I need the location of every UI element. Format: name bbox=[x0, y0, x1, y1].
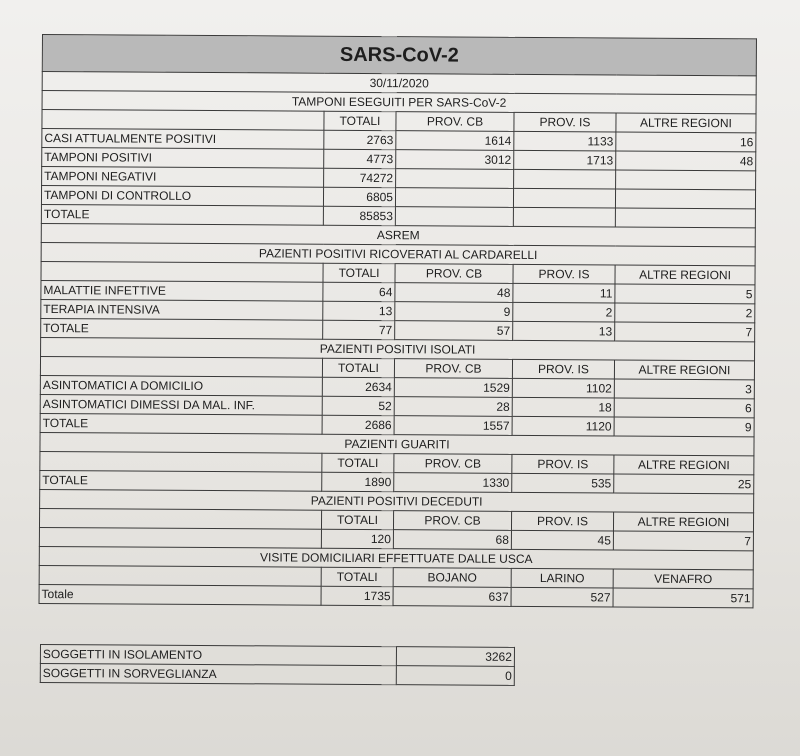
value-cell: 120 bbox=[321, 529, 393, 548]
value-cell bbox=[395, 188, 513, 208]
tamponi-header: TAMPONI ESEGUITI PER SARS-CoV-2 bbox=[42, 91, 756, 114]
value-cell: 2686 bbox=[322, 415, 394, 434]
value-cell: 13 bbox=[323, 301, 395, 320]
value-cell: 74272 bbox=[324, 168, 396, 187]
column-header: PROV. IS bbox=[511, 511, 613, 531]
value-cell: 3 bbox=[614, 379, 754, 399]
value-cell: 535 bbox=[512, 473, 614, 493]
summary-table bbox=[40, 644, 514, 686]
value-cell: 52 bbox=[322, 396, 394, 415]
empty-cell bbox=[39, 508, 321, 529]
value-cell: 7 bbox=[613, 531, 753, 551]
empty-cell bbox=[42, 110, 324, 131]
value-cell: 25 bbox=[614, 474, 754, 494]
isolati-header: PAZIENTI POSITIVI ISOLATI bbox=[41, 337, 755, 360]
value-cell: 16 bbox=[616, 132, 756, 152]
value-cell: 28 bbox=[394, 397, 512, 417]
row-label: MALATTIE INFETTIVE bbox=[41, 280, 323, 301]
column-header: ALTRE REGIONI bbox=[616, 113, 756, 133]
row-label: ASINTOMATICI DIMESSI DA MAL. INF. bbox=[40, 394, 322, 415]
value-cell: 637 bbox=[393, 587, 511, 607]
row-label: TOTALE bbox=[41, 318, 323, 339]
column-header: TOTALI bbox=[321, 567, 393, 586]
value-cell: 6 bbox=[614, 398, 754, 418]
value-cell bbox=[514, 169, 616, 189]
row-label: Totale bbox=[39, 584, 321, 605]
summary-label: SOGGETTI IN SORVEGLIANZA bbox=[40, 664, 396, 685]
value-cell: 48 bbox=[395, 283, 513, 303]
value-cell: 1120 bbox=[512, 416, 614, 436]
row-label: TERAPIA INTENSIVA bbox=[41, 299, 323, 320]
value-cell: 1735 bbox=[321, 586, 393, 605]
column-header: VENAFRO bbox=[613, 569, 753, 589]
value-cell: 2763 bbox=[324, 130, 396, 149]
column-header: TOTALI bbox=[323, 263, 395, 282]
row-label: CASI ATTUALMENTE POSITIVI bbox=[42, 129, 324, 150]
report-title-row bbox=[42, 35, 756, 76]
value-cell: 4773 bbox=[324, 149, 396, 168]
column-header: PROV. IS bbox=[512, 454, 614, 474]
column-header: PROV. IS bbox=[512, 359, 614, 379]
value-cell: 6805 bbox=[323, 187, 395, 206]
value-cell: 5 bbox=[615, 284, 755, 304]
summary-value: 3262 bbox=[396, 647, 514, 667]
column-header: ALTRE REGIONI bbox=[614, 455, 754, 475]
usca-header: VISITE DOMICILIARI EFFETTUATE DALLE USCA bbox=[39, 546, 753, 569]
column-header: ALTRE REGIONI bbox=[614, 360, 754, 380]
column-header: BOJANO bbox=[393, 568, 511, 588]
value-cell: 18 bbox=[512, 397, 614, 417]
row-label: TAMPONI POSITIVI bbox=[42, 148, 324, 169]
value-cell: 2 bbox=[513, 302, 615, 322]
value-cell bbox=[615, 208, 755, 228]
value-cell: 64 bbox=[323, 282, 395, 301]
value-cell bbox=[615, 189, 755, 209]
column-header: PROV. CB bbox=[396, 112, 514, 132]
column-header: PROV. CB bbox=[395, 264, 513, 284]
value-cell: 1133 bbox=[514, 131, 616, 151]
value-cell: 9 bbox=[614, 417, 754, 437]
value-cell: 1890 bbox=[322, 472, 394, 491]
value-cell: 48 bbox=[616, 151, 756, 171]
value-cell: 85853 bbox=[323, 206, 395, 225]
column-header: PROV. CB bbox=[393, 511, 511, 531]
report-grid bbox=[39, 34, 757, 608]
ricoverati-header: PAZIENTI POSITIVI RICOVERATI AL CARDARELLI bbox=[41, 242, 755, 265]
value-cell bbox=[513, 207, 615, 227]
row-label: TOTALE bbox=[41, 204, 323, 225]
row-label: TOTALE bbox=[40, 413, 322, 434]
summary-row-sorveglianza bbox=[40, 664, 514, 686]
empty-cell bbox=[40, 451, 322, 472]
value-cell: 13 bbox=[513, 321, 615, 341]
value-cell bbox=[396, 169, 514, 189]
value-cell: 2634 bbox=[322, 377, 394, 396]
deceduti-header: PAZIENTI POSITIVI DECEDUTI bbox=[40, 489, 754, 512]
row-label: TAMPONI DI CONTROLLO bbox=[41, 186, 323, 207]
empty-cell bbox=[40, 356, 322, 377]
column-header: PROV. CB bbox=[394, 454, 512, 474]
report-date: 30/11/2020 bbox=[42, 72, 756, 95]
column-header: ALTRE REGIONI bbox=[615, 265, 755, 285]
column-header: PROV. IS bbox=[514, 112, 616, 132]
value-cell: 3012 bbox=[396, 150, 514, 170]
column-header: ALTRE REGIONI bbox=[613, 512, 753, 532]
value-cell: 2 bbox=[615, 303, 755, 323]
summary-value: 0 bbox=[396, 666, 514, 686]
row-label: ASINTOMATICI A DOMICILIO bbox=[40, 375, 322, 396]
row-label: TOTALE bbox=[40, 470, 322, 491]
report-title: SARS-CoV-2 bbox=[42, 35, 756, 76]
column-header: TOTALI bbox=[322, 358, 394, 377]
value-cell bbox=[616, 170, 756, 190]
value-cell: 1557 bbox=[394, 416, 512, 436]
value-cell: 7 bbox=[615, 322, 755, 342]
value-cell: 77 bbox=[323, 320, 395, 339]
value-cell: 1330 bbox=[394, 473, 512, 493]
value-cell: 527 bbox=[511, 587, 613, 607]
column-header: PROV. CB bbox=[394, 359, 512, 379]
column-header: PROV. IS bbox=[513, 264, 615, 284]
value-cell: 9 bbox=[395, 302, 513, 322]
value-cell: 68 bbox=[393, 530, 511, 550]
empty-cell bbox=[39, 565, 321, 586]
value-cell: 11 bbox=[513, 283, 615, 303]
value-cell bbox=[395, 207, 513, 227]
value-cell bbox=[513, 188, 615, 208]
column-header: TOTALI bbox=[321, 510, 393, 529]
value-cell: 45 bbox=[511, 530, 613, 550]
value-cell: 57 bbox=[395, 321, 513, 341]
value-cell: 1102 bbox=[512, 378, 614, 398]
column-header: TOTALI bbox=[324, 111, 396, 130]
empty-cell bbox=[41, 261, 323, 282]
guariti-header: PAZIENTI GUARITI bbox=[40, 432, 754, 455]
value-cell: 1614 bbox=[396, 131, 514, 151]
value-cell: 1529 bbox=[394, 378, 512, 398]
covid-report-table bbox=[39, 34, 756, 608]
table-row bbox=[39, 584, 753, 607]
column-header: LARINO bbox=[511, 568, 613, 588]
asrem-header: ASREM bbox=[41, 223, 755, 246]
summary-label: SOGGETTI IN ISOLAMENTO bbox=[40, 645, 396, 666]
value-cell: 1713 bbox=[514, 150, 616, 170]
summary-grid bbox=[40, 644, 515, 686]
row-label: TAMPONI NEGATIVI bbox=[42, 167, 324, 188]
value-cell: 571 bbox=[613, 588, 753, 608]
column-header: TOTALI bbox=[322, 453, 394, 472]
row-label bbox=[39, 527, 321, 548]
